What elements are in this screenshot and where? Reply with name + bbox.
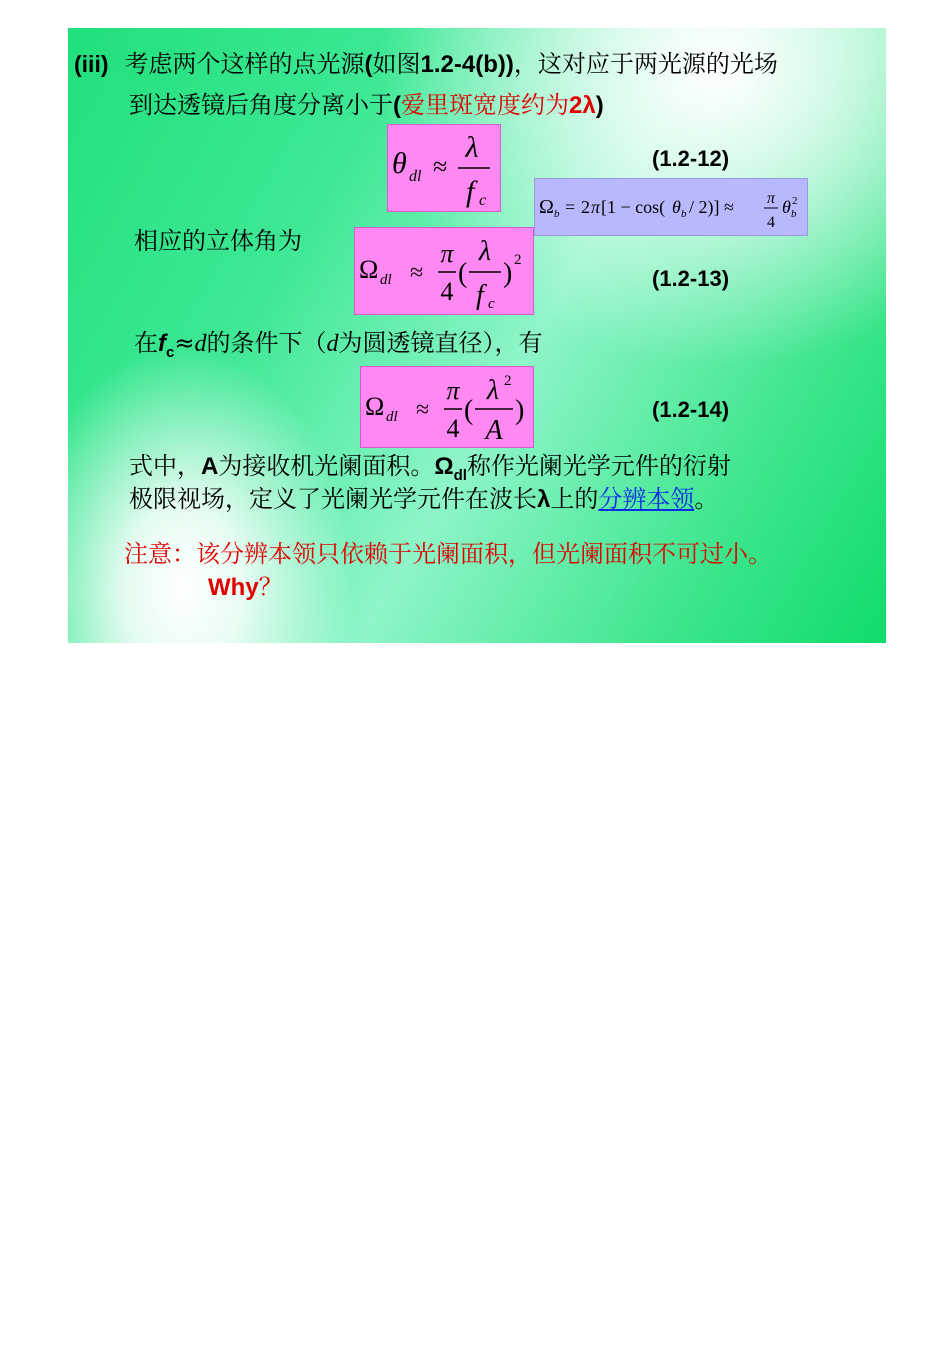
svg-text:b: b	[554, 208, 560, 220]
airy-disk-value: 2λ	[569, 92, 596, 119]
svg-text:2: 2	[792, 195, 798, 207]
para1-omega: Ω	[434, 453, 454, 480]
cond-text-c: 为圆透镜直径），有	[338, 329, 543, 357]
svg-text:θ: θ	[392, 147, 407, 180]
para1-text-b: 为接收机光阑面积。	[218, 452, 435, 480]
svg-text:b: b	[681, 208, 687, 220]
svg-text:2: 2	[504, 373, 512, 389]
svg-text:dl: dl	[409, 168, 422, 185]
svg-text:[1 − cos(: [1 − cos(	[601, 197, 666, 217]
svg-text:A: A	[485, 415, 503, 446]
cond-focal-f: f	[158, 330, 166, 357]
svg-text:c: c	[479, 192, 487, 209]
line-2	[129, 89, 604, 122]
svg-text:≈: ≈	[410, 260, 424, 286]
para1-area-symbol: A	[201, 453, 219, 480]
line1-text-e: ，这对应于两光源的光场	[513, 50, 778, 78]
note-question-mark: ？	[258, 573, 283, 601]
svg-text:4: 4	[440, 277, 454, 306]
cond-approx: ≈	[174, 329, 195, 357]
equation-number-12: (1.2-12)	[652, 146, 730, 171]
equation-1-2-13	[354, 227, 534, 315]
equation-number-13: (1.2-13)	[652, 266, 730, 291]
svg-text:(: (	[458, 258, 468, 289]
svg-text:π: π	[591, 197, 601, 217]
svg-text:/ 2)] ≈: / 2)] ≈	[689, 197, 734, 217]
solid-angle-relation-formula	[535, 179, 807, 235]
svg-text:π: π	[446, 376, 460, 405]
svg-text:2: 2	[514, 252, 522, 268]
equation-1-2-12-formula	[388, 125, 500, 211]
para1-text-c: 称作光阑光学元件的衍射	[466, 452, 731, 480]
svg-text:dl: dl	[386, 409, 398, 425]
note-why: Why	[208, 574, 259, 601]
note-line-1: 注意：该分辨本领只依赖于光阑面积，但光阑面积不可过小。	[124, 540, 772, 568]
svg-text:b: b	[791, 208, 797, 220]
paragraph-line-2	[129, 483, 718, 516]
cond-diameter: d	[194, 331, 207, 357]
note-line-2	[208, 571, 283, 604]
line2-paren-close: )	[595, 92, 604, 119]
svg-text:π: π	[440, 239, 454, 268]
svg-text:=: =	[565, 197, 576, 217]
svg-text:Ω: Ω	[359, 255, 379, 284]
svg-text:2: 2	[581, 197, 590, 217]
airy-disk-text: 爱里斑宽度约为	[401, 91, 569, 119]
svg-text:≈: ≈	[416, 397, 430, 423]
equation-number-14: (1.2-14)	[652, 397, 730, 422]
para2-text-b: 上的	[550, 485, 599, 513]
resolving-power-link[interactable]: 分辨本领	[598, 485, 695, 513]
para2-text-a: 极限视场，定义了光阑光学元件在波长	[129, 485, 537, 513]
cond-diameter-2: d	[326, 331, 339, 357]
para1-text-a: 式中，	[129, 452, 201, 480]
slide	[68, 28, 886, 643]
svg-text:): )	[503, 258, 513, 289]
svg-text:θ: θ	[782, 197, 791, 217]
para2-lambda: λ	[537, 486, 551, 513]
svg-text:≈: ≈	[433, 152, 448, 181]
equation-1-2-12	[387, 124, 501, 212]
svg-text:λ: λ	[465, 131, 479, 164]
svg-text:Ω: Ω	[539, 196, 554, 218]
condition-line	[134, 327, 542, 369]
svg-text:4: 4	[446, 414, 460, 443]
cond-text-a: 在	[134, 329, 158, 357]
svg-text:4: 4	[767, 214, 775, 231]
para1-omega-sub: dl	[453, 466, 467, 484]
para2-text-c: 。	[694, 485, 719, 513]
svg-text:c: c	[488, 296, 495, 312]
line1-text-a: 考虑两个这样的点光源	[124, 50, 365, 78]
svg-text:dl: dl	[380, 272, 392, 288]
line1-text-c: 如图	[372, 50, 421, 78]
svg-text:): )	[515, 395, 525, 426]
figure-ref: 1.2-4(b))	[420, 51, 514, 78]
equation-1-2-13-formula	[355, 228, 533, 314]
solid-angle-label: 相应的立体角为	[134, 227, 302, 255]
line2-text-a: 到达透镜后角度分离小于	[129, 91, 393, 119]
line-1	[74, 48, 778, 81]
svg-text:Ω: Ω	[365, 392, 385, 421]
line1-text-b: (	[364, 51, 373, 78]
svg-text:π: π	[766, 190, 776, 207]
cond-text-b: 的条件下（	[206, 329, 327, 357]
line2-paren-open: (	[393, 92, 401, 119]
svg-text:f: f	[476, 280, 484, 311]
equation-1-2-14	[360, 366, 534, 448]
item-label: (iii)	[74, 51, 109, 77]
svg-text:f: f	[466, 175, 475, 208]
svg-text:λ: λ	[486, 375, 500, 406]
cond-focal-sub: c	[166, 343, 175, 361]
solid-angle-relation-box	[534, 178, 808, 236]
svg-text:(: (	[464, 395, 474, 426]
svg-text:λ: λ	[478, 236, 492, 267]
svg-text:θ: θ	[672, 197, 681, 217]
equation-1-2-14-formula	[361, 367, 533, 447]
